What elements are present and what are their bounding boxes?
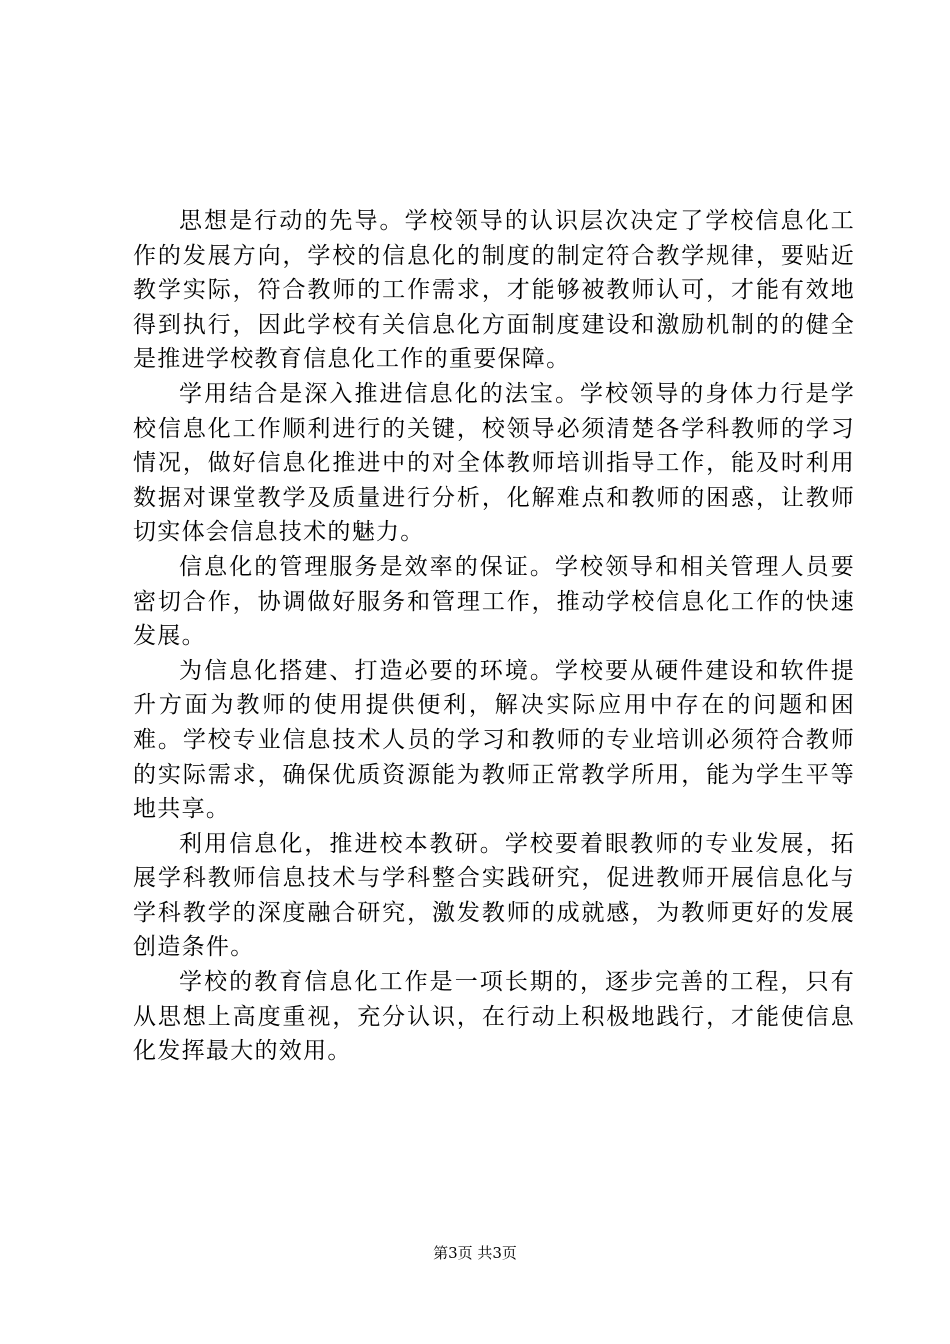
paragraph-6: 学校的教育信息化工作是一项长期的，逐步完善的工程，只有从思想上高度重视，充分认识，在行动上积极地践行，才能使信息化发挥最大的效用。 <box>133 969 855 1065</box>
paragraph-5: 利用信息化，推进校本教研。学校要着眼教师的专业发展，拓展学科教师信息技术与学科整合实践研究，促进教师开展信息化与学科教学的深度融合研究，激发教师的成就感，为教师更好的发展创造条件。 <box>133 830 855 961</box>
paragraph-3: 信息化的管理服务是效率的保证。学校领导和相关管理人员要密切合作，协调做好服务和管理工作，推动学校信息化工作的快速发展。 <box>133 553 855 650</box>
page-footer <box>0 1243 950 1263</box>
document-body <box>133 204 855 1069</box>
page-number-label: 第3页 共3页 <box>433 1244 517 1262</box>
paragraph-4: 为信息化搭建、打造必要的环境。学校要从硬件建设和软件提升方面为教师的使用提供便利，解决实际应用中存在的问题和困难。学校专业信息技术人员的学习和教师的专业培训必须符合教师的实际需求，确保优质资源能为教师正常教学所用，能为学生平等地共享。 <box>133 657 855 823</box>
paragraph-1: 思想是行动的先导。学校领导的认识层次决定了学校信息化工作的发展方向，学校的信息化的制度的制定符合教学规律，要贴近教学实际，符合教师的工作需求，才能够被教师认可，才能有效地得到执行，因此学校有关信息化方面制度建设和激励机制的的健全是推进学校教育信息化工作的重要保障。 <box>133 208 855 373</box>
paragraph-2: 学用结合是深入推进信息化的法宝。学校领导的身体力行是学校信息化工作顺利进行的关键，校领导必须清楚各学科教师的学习情况，做好信息化推进中的对全体教师培训指导工作，能及时利用数据对课堂教学及质量进行分析，化解难点和教师的困惑，让教师切实体会信息技术的魅力。 <box>133 380 855 546</box>
